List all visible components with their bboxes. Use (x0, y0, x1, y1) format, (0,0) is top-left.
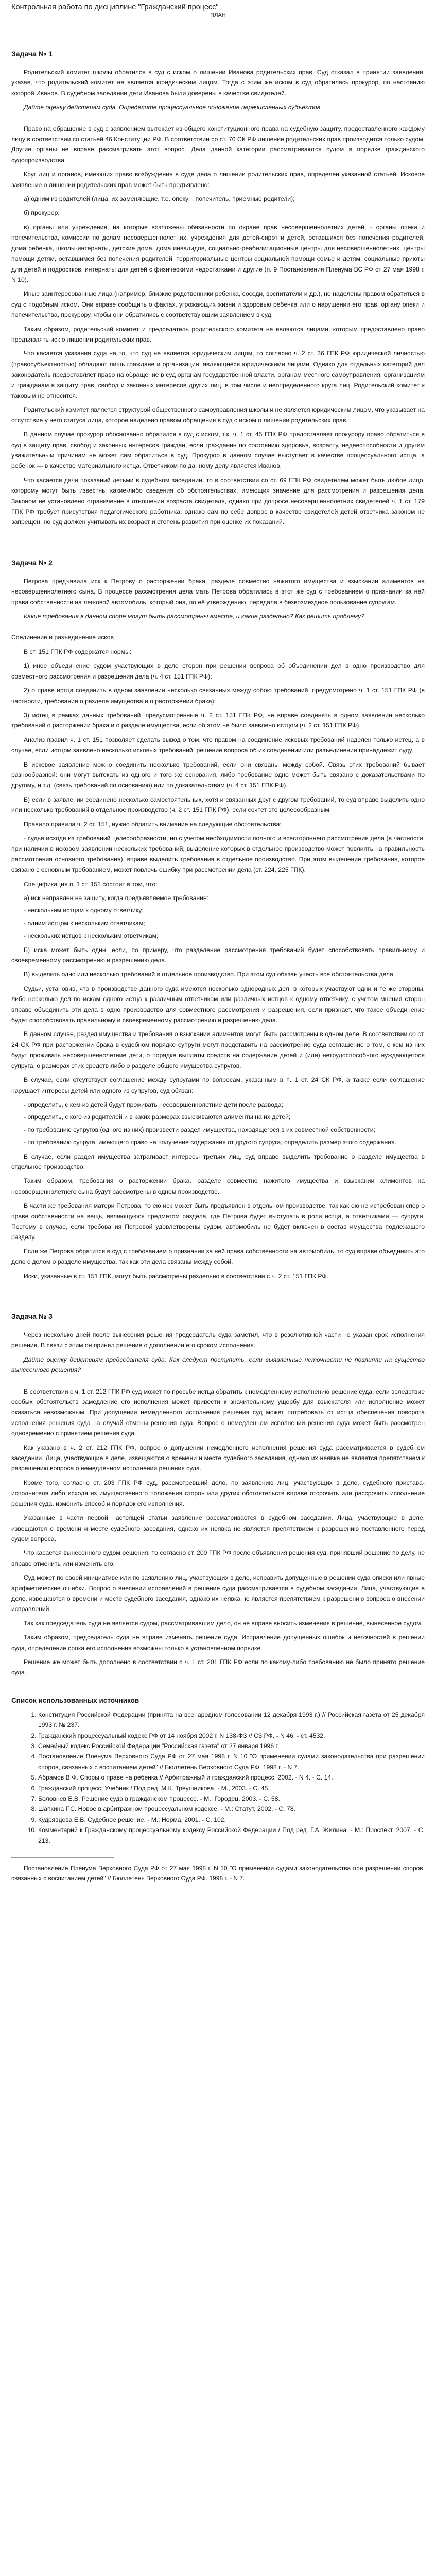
task-2-paragraph: Спецификация п. 1 ст. 151 состоит в том, что: (24, 880, 158, 888)
task-3-paragraph: Через несколько дней после вынесения решения председатель суда заметил, что в резолютивной части не указан срок исполнения решения. В связи с этим он принял решение о дополнении его сроком исполнения. (11, 1331, 425, 1349)
footnote-text: Постановление Пленума Верховного Суда РФ от 27 мая 1998 г. N 10 "О применении судами законодательства при разрешении споров, связанных с воспитанием детей" // Бюллетень Верховного Суда РФ. 1998 г. - N 7. (11, 1865, 425, 1883)
task-2-subheading: Соединение и разъединение исков (11, 634, 114, 641)
reference-item: 8. Шапкина Г.С. Новое в арбитражном процессуальном кодексе. - М.: Статут, 2002. - С. 78. (38, 1804, 425, 1814)
task-2-paragraph: Иски, указанные в ст. 151 ГПК, могут быть рассмотрены раздельно в соответствии с ч. 2 ст. 151 ГПК РФ. (24, 1272, 329, 1280)
task-2-list-item: - по требованию супругов (одного из них) произвести раздел имущества, находящегося в их совместной собственности; (24, 1126, 375, 1133)
task-2-heading: Задача № 2 (11, 558, 53, 567)
task-1-paragraph: В данном случае прокурор обоснованно обратился в суд с иском, т.к. ч. 1 ст. 45 ГПК РФ предоставляет прокурору право обратиться в суд в защиту прав, свобод и законных интересов граждан, если гражданин по состоянию здоровья, возрасту, недееспособности и другим уважительным причинам не может сам обратиться в суд. Прокурор в данном случае выступает в качестве процессуального истца, а ребенок — в качестве материального истца. Ответчиком по данному делу является Иванов. (11, 431, 425, 470)
task-3-paragraph: Что касается вынесенного судом решения, то согласно ст. 200 ГПК РФ после объявления решения суд, принявший решение по делу, не вправе отменить или изменить его. (11, 1549, 425, 1567)
reference-item: 2. Гражданский процессуальный кодекс РФ от 14 ноября 2002 г. N 138-ФЗ // СЗ РФ. - N 46. - ст. 4532. (38, 1731, 425, 1741)
task-2-paragraph: Таким образом, требования о расторжении брака, разделе совместно нажитого имущества и взыскании алиментов на несовершеннолетнего сына будут рассмотрены в одном производстве. (11, 1177, 425, 1195)
task-1-paragraph: Родительский комитет школы обратился в суд с иском о лишении Иванова родительских прав. Суд отказал в принятии заявления, указав, что родительский комитет не является юридическим лицом. Тогда с этим же иском в суд обратилась прокурор, по настоянию которой Иванов. В судебном заседании дети Иванова были доверены в качестве свидетелей. (11, 69, 425, 97)
task-2-paragraph: Если же Петрова обратится в суд с требованием о признании за ней права собственности на автомобиль, то суд вправе объединить это дело с делом о разделе имущества, так как эти дела связаны между собой. (11, 1247, 425, 1266)
task-3-paragraph: Так как председатель суда не является судом, рассматривавшим дело, он не вправе вносить изменения в решение, вынесенное судом. (24, 1619, 423, 1627)
task-2-paragraph: Правило правила ч. 2 ст. 151, нужно обратить внимание на следующие обстоятельства: (24, 820, 282, 828)
task-2-paragraph: Б) иска может быть один, если, по примеру, что разделение рассмотрения требований будет способствовать правильному и своевременному рассмотрению и разрешению дела. (11, 946, 425, 964)
task-2-list-item: - определить, с кого из родителей и в каких размерах взыскиваются алименты на их детей; (24, 1113, 291, 1121)
task-3-paragraph: Таким образом, председатель суда не вправе изменять решение суда. Исправление допущенных ошибок и неточностей в решении суда, определение срока его исполнения возможны только в установленном порядке. (11, 1634, 425, 1652)
reference-item: 5. Абрамов В.Ф. Споры о праве на ребенка // Арбитражный и гражданский процесс. 2002. - N 4. - С. 14. (38, 1772, 425, 1783)
reference-item: 7. Боловнев Е.В. Решение суда в гражданском процессе. - М.: Городец, 2003. - С. 58. (38, 1793, 425, 1804)
task-2-paragraph: В случае, если раздел имущества затрагивает интересы третьих лиц, суд вправе выделить требование о разделе имущества в отдельное производство. (11, 1153, 425, 1171)
spacer (11, 625, 425, 632)
task-2-list-item: - нескольких истцов к нескольким ответчикам; (24, 932, 159, 940)
task-3-heading: Задача № 3 (11, 1312, 53, 1320)
reference-item: 9. Кудрявцева Е.В. Судебное решение. - М.: Норма, 2001. - С. 102. (38, 1815, 425, 1825)
reference-item: 10. Комментарий к Гражданскому процессуальному кодексу Российской Федерации / Под ред. Г.А. Жилина. - М.: Проспект, 2007. - С. 213. (38, 1825, 425, 1846)
task-2-list-item: - по требованию супруга, имеющего право на получение содержания от другого супруга, определить размер этого содержания. (24, 1139, 397, 1146)
task-1-paragraph: в) органы или учреждения, на которые возложены обязанности по охране прав несовершеннолетних детей, - органы опеки и попечительства, комиссии по делам несовершеннолетних, учреждения для детей-сирот и детей, оставшихся без попечения родителей, дома ребенка, школы-интернаты, детские дома, дома инвалидов, социально-реабилитационные центры для несовершеннолетних, центры помощи детям, оставшимся без попечения родителей, территориальные центры социальной помощи семье и детям, социальные приюты для детей и подростков, интернаты для детей с физическими недостатками и другие (п. 9 Постановления Пленума ВС РФ от 27 мая 1998 г. N 10). (11, 223, 425, 283)
task-3-paragraph: Как указано в ч. 2 ст. 212 ГПК РФ, вопрос о допущении немедленного исполнения решения суда рассматривается в судебном заседании. Лица, участвующие в деле, извещаются о времени и месте судебного заседания, однако их неявка не является препятствием к разрешению вопроса о немедленном исполнении решения суда. (11, 1444, 425, 1472)
reference-item: 4. Постановление Пленума Верховного Суда РФ от 27 мая 1998 г. N 10 "О применении судами законодательства при разрешении споров, связанных с воспитанием детей" // Бюллетень Верховного Суда РФ. 1998 г. - N 7. (38, 1751, 425, 1772)
task-2-paragraph: В ст. 151 ГПК РФ содержатся нормы: (24, 648, 132, 655)
reference-item: 6. Гражданский процесс: Учебник / Под ред. М.К. Треушникова. - М., 2003. - С. 45. (38, 1783, 425, 1793)
document-title: Контрольная работа по дисциплине "Гражданский процесс" (11, 3, 219, 11)
reference-item: 3. Семейный кодекс Российской Федерации "Российская газета" от 27 января 1996 г. (38, 1741, 425, 1751)
task-2-list-item: - одним истцом к нескольким ответчикам; (24, 919, 145, 927)
task-1-paragraph: Таким образом, родительский комитет и председатель родительского комитета не являются лицами, которым предоставлено право предъявлять иск о лишении родительских прав. (11, 325, 425, 343)
task-1-paragraph: Круг лиц и органов, имеющих право возбуждения в суде дела о лишении родительских прав, определен указанной статьей. Исковое заявление о лишении родительских прав может быть предъявлено: (11, 171, 425, 189)
task-1-paragraph: а) одним из родителей (лица, их заменяющие, т.е. опекун, попечитель, приемные родители); (24, 195, 295, 203)
task-2-paragraph: 1) иное объединение судом участвующих в деле сторон при решении вопроса об объединении дел в одно производство для совместного рассмотрения и разрешения дела (ч. 4 ст. 151 ГПК РФ); (11, 662, 425, 680)
task-1-heading: Задача № 1 (11, 49, 53, 58)
task-2-question: Какие требования в данном споре могут быть рассмотрены вместе, и какие раздельно? Как решить проблему? (24, 613, 364, 620)
footnote-divider (11, 1857, 114, 1858)
task-2-list-item: а) иск направлен на защиту, когда предъявляемое требование: (24, 894, 209, 902)
task-1-paragraph: Иные заинтересованные лица (например, близкие родственники ребенка, соседи, воспитатели и др.), не наделены правом обратиться в суд с подобным иском. Они вправе сообщить о фактах, угрожающих жизни и здоровью ребенка или о нарушении его прав, органу опеки и попечительства, прокурору, чтобы они обратились с соответствующим заявлением в суд. (11, 290, 425, 319)
task-3-paragraph: В соответствии с ч. 1 ст. 212 ГПК РФ суд может по просьбе истца обратить к немедленному исполнению решение суда, если вследствие особых обстоятельств замедление его исполнения может привести к значительному ущербу для взыскателя или исполнение может оказаться невозможным. При допущении немедленного исполнения решения суд может потребовать от истца обеспечения поворота исполнения решения суда на случай отмены решения суда. Вопрос о немедленном исполнении решения суда может быть рассмотрен одновременно с принятием решения суда. (11, 1387, 425, 1437)
references-section (11, 1697, 425, 1846)
task-2-list-item: - нескольким истцам к одному ответчику; (24, 907, 144, 914)
task-1-section (11, 49, 425, 528)
task-3-question: Дайте оценку действиям председателя суда. Как следует поступить, если выявленные неточности не повлияли на существо вынесенного решения? (11, 1355, 425, 1374)
task-2-list-item: - определить, с кем из детей будут проживать несовершеннолетние дети после развода; (24, 1100, 283, 1108)
task-2-paragraph: 2) о праве истца соединить в одном заявлении несколько связанных между собою требований, предусмотрено ч. 1 ст. 151 ГПК РФ (в частности, требования о разделе имущества и о расторжении брака); (11, 687, 425, 705)
task-2-paragraph: В исковое заявление можно соединить несколько требований, если они связаны между собой. Связь этих требований бывает разнообразной: они могут вытекать из одного и того же основания, либо требование одно может быть связано с доказательствами по другому, и т.д. (связь требований по основанию) или по доказательствам (ч. 4 ст. 151 ГПК РФ). (11, 760, 425, 789)
document-subtitle: ПЛАН (210, 12, 226, 19)
task-2-paragraph: В части же требования матери Петрова, то ею иск может быть предъявлен в отдельном производстве, так как ею не истребован спор о праве собственности на вещь, являющуюся предметом раздела, где Петрова будет выступать в роли истца, а ответчиками — супруги. Поэтому в случае, если требования Петровой удовлетворены судом, автомобиль не будет включен в состав имущества подлежащего разделу. (11, 1202, 425, 1241)
task-1-question: Дайте оценку действиям суда. Определите процессуальное положение перечисленных субъектов. (24, 104, 322, 111)
task-1-paragraph: Что касается указания суда на то, что суд не является юридическим лицом, то согласно ч. 2 ст. 36 ГПК РФ юридической личностью (правосубъектностью) обладают лишь граждане и организации, являющиеся юридическими лицами. Однако для отдельных категорий дел законодатель предоставляет право на обращение в суд органам государственной власти, органам местного самоуправления, организациям и гражданам в защиту прав, свобод и законных интересов других лиц, в том числе и неопределенного круга лиц. Родительский комитет к таковым не относится. (11, 350, 425, 399)
task-2-paragraph: Петрова предъявила иск к Петрову о расторжении брака, разделе совместно нажитого имущества и взыскании алиментов на несовершеннолетнего сына. В процессе рассмотрения дела мать Петрова обратилась в этот же суд с требованием о признании за ней права собственности на легковой автомобиль, который она, по её утверждению, передала в безвозмездное пользование супругам. (11, 577, 425, 606)
task-2-paragraph: Судьи, установив, что в производстве данного суда имеются несколько однородных дел, в которых участвуют одни и те же стороны, либо несколько дел по искам одного истца к различным ответчикам или различных истцов к одному ответчику, с учетом мнения сторон вправе объединить эти дела в одно производство для совместного рассмотрения и разрешения, если признает, что такое объединение будет способствовать правильному и своевременному рассмотрению и разрешению дела. (11, 985, 425, 1024)
task-2-paragraph: В случае, если отсутствует соглашение между супругами по вопросам, указанным в п. 1 ст. 24 СК РФ, а также если соглашение нарушает интересы детей или одного из супругов, суд обязан: (11, 1076, 425, 1094)
task-2-paragraph: В) выделить одно или несколько требований в отдельное производство. При этом суд обязан учесть все обстоятельства дела. (24, 971, 395, 978)
references-list (11, 1709, 425, 1846)
reference-item: 1. Конституция Российской Федерации (принята на всенародном голосовании 12 декабря 1993 г.) // Российская газета от 25 декабря 1993 г. № 237. (38, 1709, 425, 1731)
task-1-paragraph: б) прокурор; (24, 209, 60, 217)
task-2-paragraph: Анализ правил ч. 1 ст. 151 позволяет сделать вывод о том, что правом на соединение исковых требований наделен только истец, а в случае, если истцом заявлено несколько исковых требований, решение вопроса об их соединении или разъединении принадлежит суду. (11, 736, 425, 754)
task-2-section (11, 558, 425, 1281)
task-1-paragraph: Родительский комитет является структурой общественного самоуправления школы и не является юридическим лицом, что указывает на отсутствие у него статуса лица, которое наделено правом обращения в суд с иском о лишении родительских прав. (11, 406, 425, 424)
task-3-paragraph: Решение же может быть дополнено в соответствии с ч. 1 ст. 201 ГПК РФ если по какому-либо требованию не было принято решение суда. (11, 1658, 425, 1676)
task-2-paragraph: Б) если в заявлении соединено несколько самостоятельных, хотя и связанных друг с другом требований, то суд вправе выделить одно или несколько требований в отдельное производство (ч. 2 ст. 151 ГПК РФ), если сочтет это целесообразным. (11, 795, 425, 814)
task-2-paragraph: 3) истец в рамках данных требований, предусмотренные ч. 2 ст. 151 ГПК РФ, не вправе соединять в одном заявлении несколько требований о расторжении брака и о разделе имущества, если об этом не было заявлено истцом (ч. 2 ст. 151 ГПК РФ). (11, 711, 425, 730)
task-2-paragraph: В данном случае, раздел имущества и требования о взыскании алиментов могут быть рассмотрены в одном деле. В соответствии со ст. 24 СК РФ при расторжении брака в судебном порядке супруги могут представить на рассмотрение суда соглашение о том, с кем из них будут проживать несовершеннолетние дети, о порядке выплаты средств на содержание детей и (или) нетрудоспособного нуждающегося супруга, о размерах этих средств либо о разделе общего имущества супругов. (11, 1030, 425, 1070)
task-3-paragraph: Суд может по своей инициативе или по заявлению лиц, участвующих в деле, исправить допущенные в решении суда описки или явные арифметические ошибки. Вопрос о внесении исправлений в решение суда рассматривается в судебном заседании. Лица, участвующие в деле, извещаются о времени и месте судебного заседания, однако их неявка не является препятствием к разрешению вопроса о внесении исправлений. (11, 1574, 425, 1613)
task-3-paragraph: Указанные в части первой настоящей статьи заявление рассматривается в судебном заседании. Лица, участвующие в деле, извещаются о времени и месте судебного заседания, однако их неявка не является препятствием к разрешению поставленного перед судом вопроса. (11, 1514, 425, 1543)
references-heading: Список использованных источников (11, 1696, 139, 1704)
spacer (11, 1379, 425, 1386)
task-2-paragraph: - судья исходя из требований целесообразности, но с учетом необходимости полного и всестороннего рассмотрения дела (в частности, при наличии в исковом заявлении нескольких требований, выделение которых в отдельное производство может повлиять на правильность рассмотрения основного требования), вправе выделить требования в отдельное производство. При этом выделение требования, которое связано с основным требованием, может повлечь ошибку при рассмотрении дела (ст. 224, 225 ГПК). (11, 834, 425, 874)
task-3-paragraph: Кроме того, согласно ст. 203 ГПК РФ суд, рассмотревший дело, по заявлению лиц, участвующих в деле, судебного пристава-исполнителя либо исходя из имущественного положения сторон или других обстоятельств вправе отсрочить или рассрочить исполнение решения суда, изменить способ и порядок его исполнения. (11, 1479, 425, 1507)
spacer (11, 116, 425, 124)
task-3-section (11, 1312, 425, 1678)
task-1-paragraph: Право на обращение в суд с заявлением вытекает из общего конституционного права на судебную защиту, предоставленного каждому лицу в соответствии со статьей 46 Конституции РФ. В соответствии со ст. 70 СК РФ лишение родительских прав производится только судом. Другие органы не вправе рассматривать этот вопрос. Дела данной категории рассматриваются судом в порядке гражданского судопроизводства. (11, 125, 425, 164)
task-1-paragraph: Что касается дачи показаний детьми в судебном заседании, то в соответствии со ст. 69 ГПК РФ свидетелем может быть любое лицо, которому могут быть известны какие-либо сведения об обстоятельствах, имеющих значение для рассмотрения и разрешения дела. Законом не установлено ограничение в отношении возраста свидетеля, однако при допросе несовершеннолетних свидетелей ч. 1 ст. 179 ГПК РФ требует присутствия педагогического работника, однако сам по себе допрос в качестве свидетелей детей ответчика законом не запрещен, но суд должен учитывать их возраст и степень развития при оценке их показаний. (11, 476, 425, 526)
